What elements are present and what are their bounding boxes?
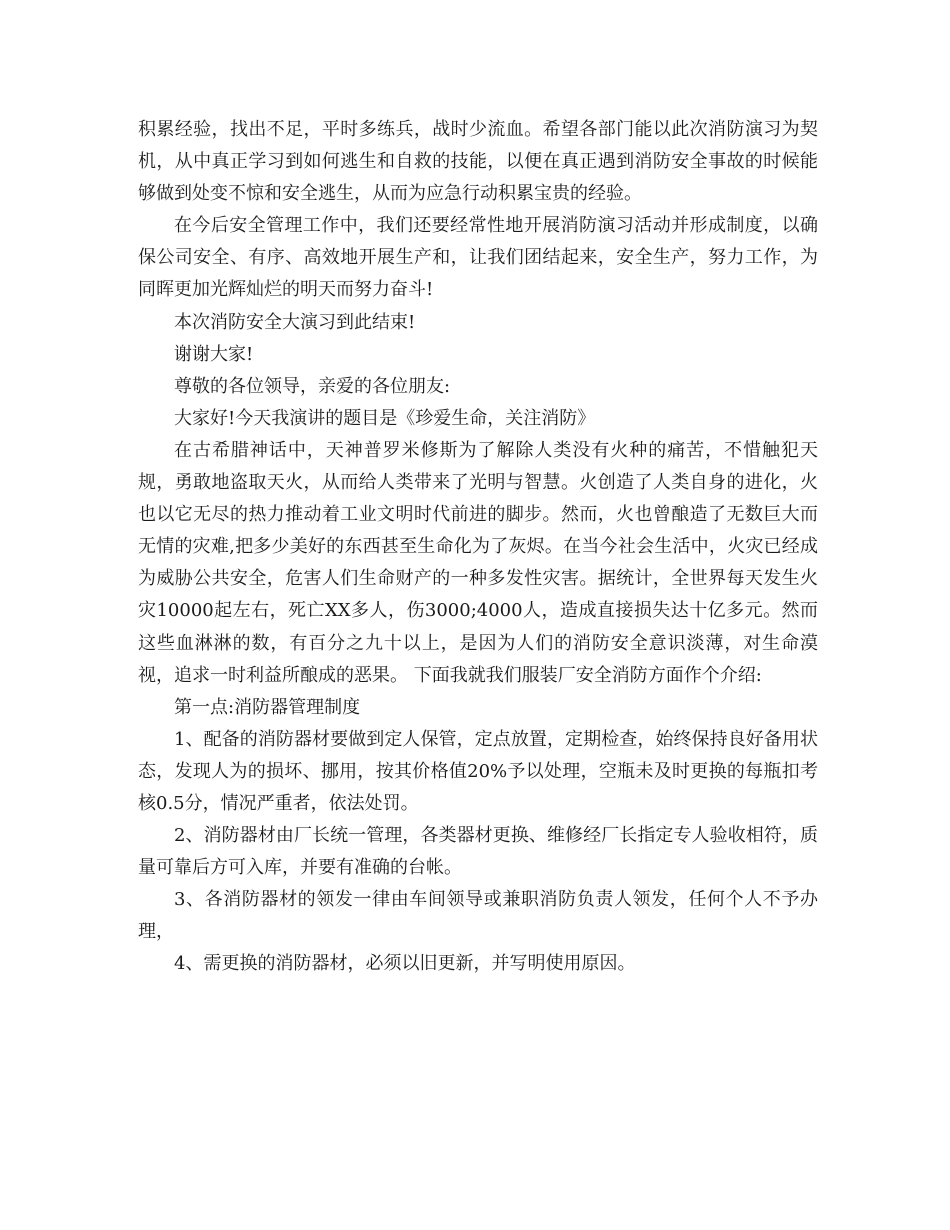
paragraph-experience: 积累经验，找出不足，平时多练兵，战时少流血。希望各部门能以此次消防演习为契机，从中真正学习到如何逃生和自救的技能，以便在真正遇到消防安全事故的时候能够做到处变不惊和安全逃生，从而为应急行动积累宝贵的经验。 [138,119,818,205]
list-item-rule-4: 4、需更换的消防器材，必须以旧更新，并写明使用原因。 [174,953,636,975]
list-item-rule-1: 1、配备的消防器材要做到定人保管，定点放置，定期检查，始终保持良好备用状态，发现人为的损坏、挪用，按其价格值20%予以处理，空瓶未及时更换的每瓶扣考核0.5分，情况严重者，依法处罚。 [138,728,818,814]
paragraph-thanks: 谢谢大家! [174,343,254,365]
list-item-rule-2: 2、消防器材由厂长统一管理，各类器材更换、维修经厂长指定专人验收相符，质量可靠后方可入库，并要有准确的台帐。 [138,825,818,879]
section-heading-point-one: 第一点:消防器管理制度 [174,696,361,718]
paragraph-speech-title: 大家好!今天我演讲的题目是《珍爱生命，关注消防》 [174,407,596,429]
paragraph-fire-myth: 在古希腊神话中，天神普罗米修斯为了解除人类没有火种的痛苦，不惜触犯天规，勇敢地盗取天火，从而给人类带来了光明与智慧。火创造了人类自身的进化，火也以它无尽的热力推动着工业文明时代前进的脚步。然而，火也曾酿造了无数巨大而无情的灾难,把多少美好的东西甚至生命化为了灰烬。在当今社会生活中，火灾已经成为威胁公共安全，危害人们生命财产的一种多发性灾害。据统计，全世界每天发生火灾10000起左右，死亡XX多人，伤3000;4000人，造成直接损失达十亿多元。然而这些血淋淋的数，有百分之九十以上，是因为人们的消防安全意识淡薄，对生命漠视，追求一时利益所酿成的恶果。 下面我就我们服装厂安全消防方面作个介绍: [138,439,818,686]
paragraph-drill-end: 本次消防安全大演习到此结束! [174,311,416,333]
list-item-rule-3: 3、各消防器材的领发一律由车间领导或兼职消防负责人领发，任何个人不予办理， [138,889,818,943]
document-body [138,114,818,981]
paragraph-future-safety: 在今后安全管理工作中，我们还要经常性地开展消防演习活动并形成制度，以确保公司安全、有序、高效地开展生产和，让我们团结起来，安全生产，努力工作，为同晖更加光辉灿烂的明天而努力奋斗! [138,215,818,301]
paragraph-greeting: 尊敬的各位领导，亲爱的各位朋友: [174,375,451,397]
